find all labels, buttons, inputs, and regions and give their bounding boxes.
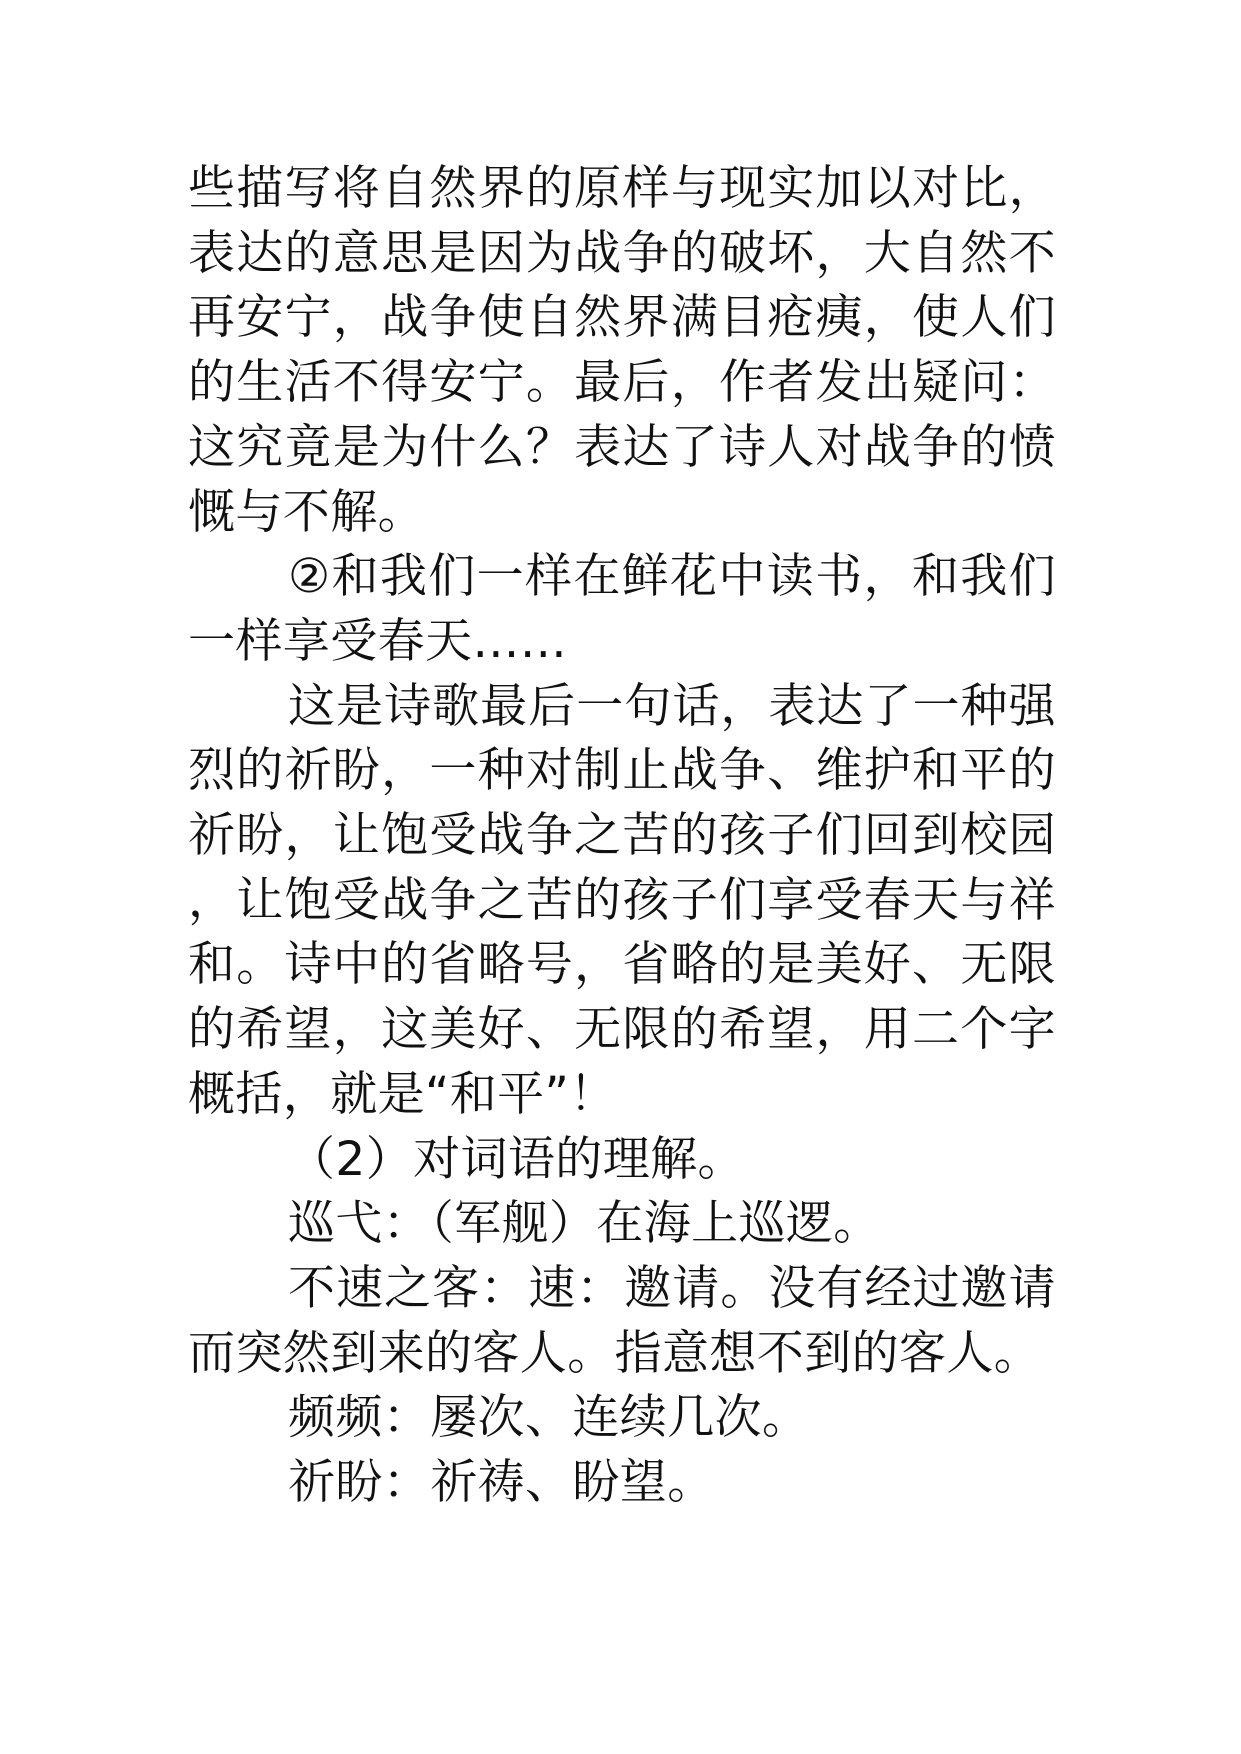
paragraph-term-busuzhike: 不速之客：速：邀请。没有经过邀请而突然到来的客人。指意想不到的客人。 [188, 1260, 1056, 1381]
paragraph-quote-reading-in-flowers: ②和我们一样在鲜花中读书，和我们一样享受春天…… [188, 549, 1056, 669]
paragraph-term-qipan: 祈盼：祈祷、盼望。 [288, 1455, 715, 1511]
paragraph-vocabulary-heading: （2）对词语的理解。 [288, 1131, 745, 1187]
paragraph-peace-hope: 这是诗歌最后一句话，表达了一种强烈的祈盼，一种对制止战争、维护和平的祈盼，让饱受战争之苦的孩子们回到校园，让饱受战争之苦的孩子们享受春天与祥和。诗中的省略号，省略的是美好、无限的希望，这美好、无限的希望，用二个字概括，就是“和平”！ [188, 678, 1056, 1122]
document-page [188, 157, 1056, 1516]
paragraph-war-description: 些描写将自然界的原样与现实加以对比，表达的意思是因为战争的破坏，大自然不再安宁，战争使自然界满目疮痍，使人们的生活不得安宁。最后，作者发出疑问：这究竟是为什么？表达了诗人对战争的愤慨与不解。 [188, 161, 1056, 540]
paragraph-term-xunyi: 巡弋：（军舰）在海上巡逻。 [288, 1196, 881, 1252]
paragraph-term-pinpin: 频频：屡次、连续几次。 [288, 1390, 810, 1446]
